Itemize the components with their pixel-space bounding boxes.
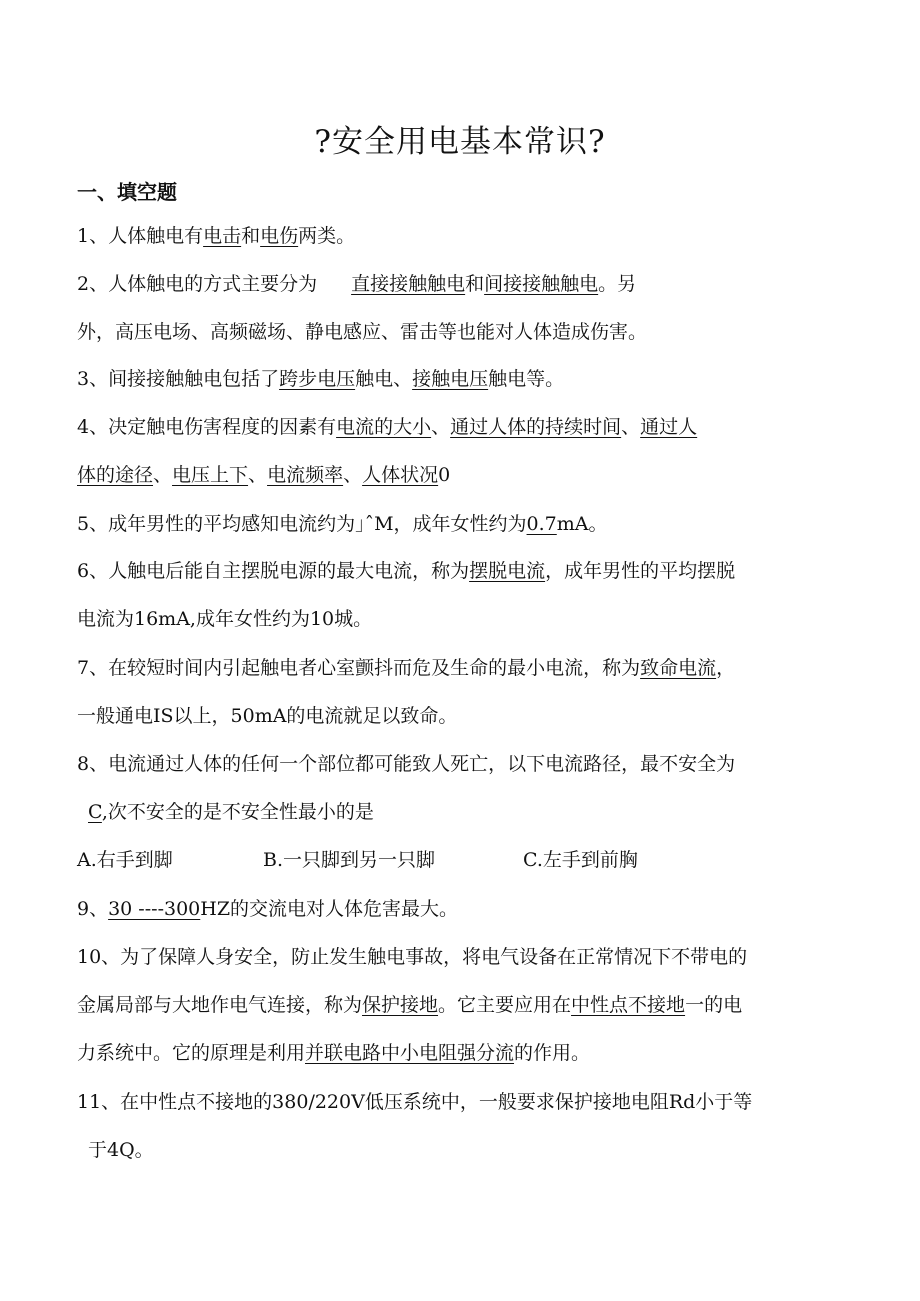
question-10-continued-2: 力系统中。它的原理是利用并联电路中小电阻强分流的作用。: [77, 1042, 591, 1064]
question-11: 11、在中性点不接地的380/220V低压系统中，一般要求保护接地电阻Rd小于等: [77, 1091, 753, 1113]
question-9: 9、30 ----300HZ的交流电对人体危害最大。: [77, 898, 459, 920]
option-c: C.左手到前胸: [523, 849, 638, 871]
question-2: 2、人体触电的方式主要分为 直接接触触电和间接接触触电。另: [77, 273, 637, 295]
page-title: ?安全用电基本常识?: [314, 124, 606, 160]
question-5: 5、成年男性的平均感知电流约为｣ˆM，成年女性约为0.7mA。: [77, 513, 608, 535]
question-1: 1、人体触电有电击和电伤两类。: [77, 225, 356, 247]
question-2-continued: 外，高压电场、高频磁场、静电感应、雷击等也能对人体造成伤害。: [77, 321, 648, 343]
section-heading: 一、填空题: [77, 180, 177, 204]
option-a: A.右手到脚: [77, 849, 173, 871]
question-7-continued: 一般通电IS以上，50mA的电流就足以致命。: [77, 705, 458, 727]
question-6-continued: 电流为16mA,成年女性约为10城。: [77, 608, 373, 630]
question-8: 8、电流通过人体的任何一个部位都可能致人死亡，以下电流路径，最不安全为: [77, 753, 736, 775]
question-8-options: [77, 846, 847, 874]
question-7: 7、在较短时间内引起触电者心室颤抖而危及生命的最小电流，称为致命电流，: [77, 657, 736, 679]
question-3: 3、间接接触触电包括了跨步电压触电、接触电压触电等。: [77, 368, 565, 390]
option-b: B.一只脚到另一只脚: [263, 849, 436, 871]
question-10-continued: 金属局部与大地作电气连接，称为保护接地。它主要应用在中性点不接地一的电: [77, 994, 743, 1016]
question-8-continued: C,次不安全的是不安全性最小的是: [88, 801, 374, 823]
question-11-continued: 于4Q。: [88, 1139, 154, 1161]
question-4-continued: 体的途径、电压上下、电流频率、人体状况0: [77, 464, 451, 486]
question-10: 10、为了保障人身安全，防止发生触电事故，将电气设备在正常情况下不带电的: [77, 946, 748, 968]
question-6: 6、人触电后能自主摆脱电源的最大电流，称为摆脱电流，成年男性的平均摆脱: [77, 560, 736, 582]
question-4: 4、决定触电伤害程度的因素有电流的大小、通过人体的持续时间、通过人: [77, 416, 698, 438]
